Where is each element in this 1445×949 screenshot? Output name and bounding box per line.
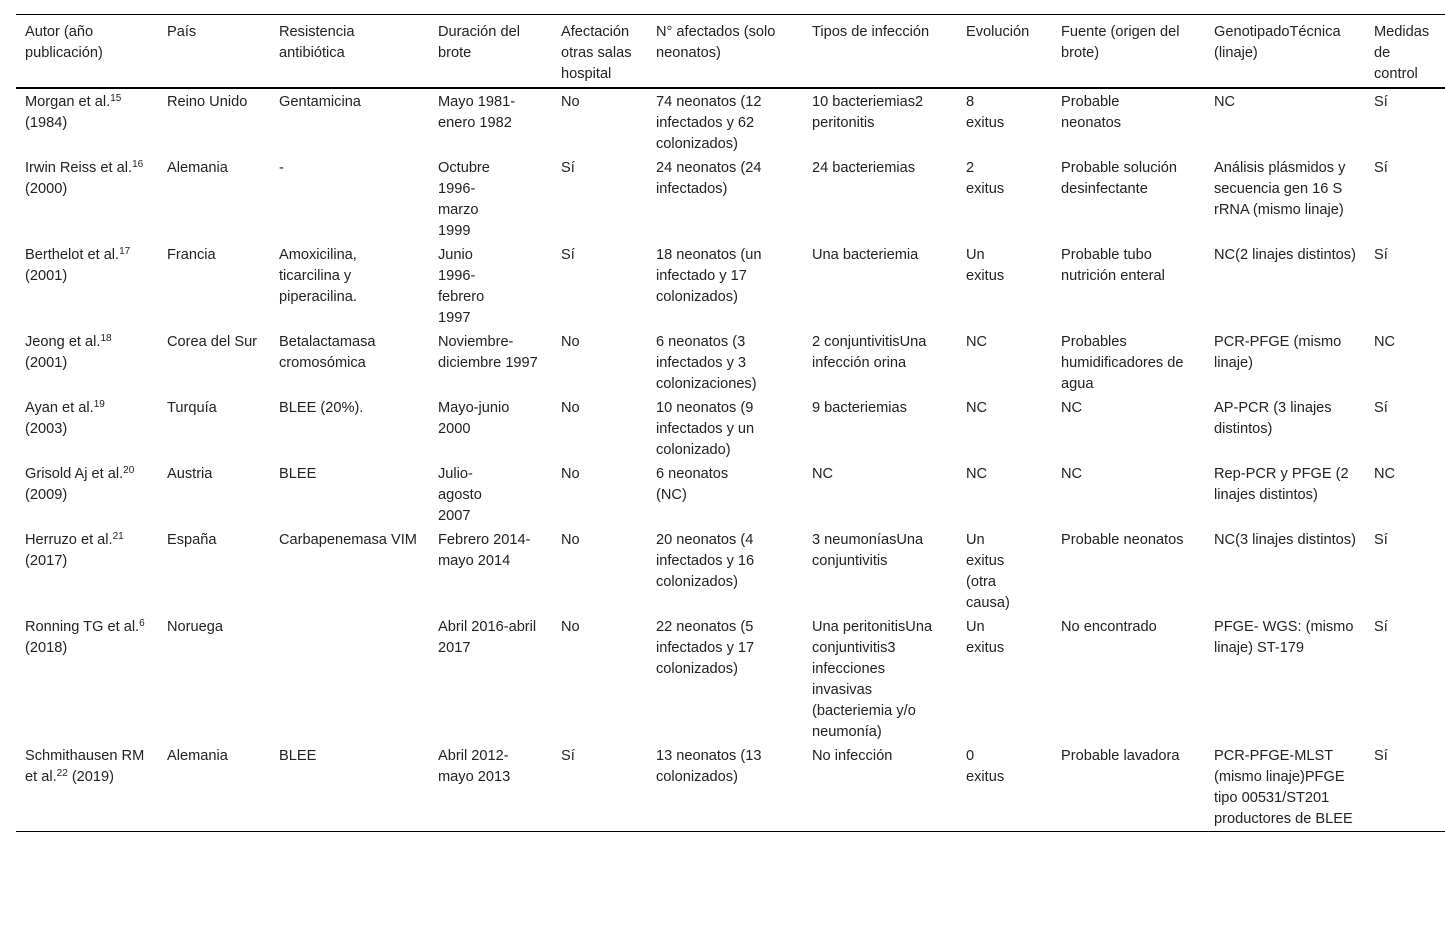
duration-cell: Abril 2012-mayo 2013 xyxy=(438,748,511,785)
table-row xyxy=(16,615,1445,744)
header-cell: País xyxy=(167,24,197,40)
genotyping-cell: NC(3 linajes distintos) xyxy=(1214,532,1356,548)
other-wards-cell: No xyxy=(561,532,580,548)
source-cell: NC xyxy=(1061,466,1083,482)
control-cell: Sí xyxy=(1374,400,1388,416)
table-row xyxy=(16,243,1445,330)
duration-cell: Abril 2016-abril 2017 xyxy=(438,619,537,656)
reference-number: 22 xyxy=(56,768,68,779)
table-row xyxy=(16,330,1445,396)
reference-number: 15 xyxy=(110,93,122,104)
control-cell: Sí xyxy=(1374,532,1388,548)
outcome-cell: Un exitus (otra causa) xyxy=(966,532,1010,611)
source-cell: Probable neonatos xyxy=(1061,94,1122,131)
outcome-cell: NC xyxy=(966,466,988,482)
duration-cell: Julio-agosto 2007 xyxy=(438,466,482,524)
affected-cell: 10 neonatos (9 infectados y un colonizado) xyxy=(656,400,755,458)
author-cell: Schmithausen RM et al.$^{22}$ (2019) xyxy=(25,748,145,785)
genotyping-cell: NC(2 linajes distintos) xyxy=(1214,247,1356,263)
source-cell: Probable solución desinfectante xyxy=(1061,160,1178,197)
table-body xyxy=(16,88,1445,832)
duration-cell: Noviembre-diciembre 1997 xyxy=(438,334,538,371)
genotyping-cell: AP-PCR (3 linajes distintos) xyxy=(1214,400,1332,437)
header-cell: Resistencia antibiótica xyxy=(279,24,355,61)
control-cell: Sí xyxy=(1374,247,1388,263)
infection-cell: 24 bacteriemias xyxy=(812,160,916,176)
country-cell: Reino Unido xyxy=(167,94,248,110)
control-cell: Sí xyxy=(1374,619,1388,635)
other-wards-cell: Sí xyxy=(561,247,575,263)
outbreak-table xyxy=(16,14,1445,832)
author-cell: Herruzo et al.$^{21}$ (2017) xyxy=(25,531,124,569)
author-cell: Irwin Reiss et al.$^{16}$ (2000) xyxy=(25,159,144,197)
outcome-cell: NC xyxy=(966,400,988,416)
country-cell: Alemania xyxy=(167,748,228,764)
outcome-cell: 0 exitus xyxy=(966,748,1005,785)
affected-cell: 24 neonatos (24 infectados) xyxy=(656,160,762,197)
affected-cell: 18 neonatos (un infectado y 17 colonizados) xyxy=(656,247,762,305)
table-row xyxy=(16,88,1445,156)
country-cell: Francia xyxy=(167,247,216,263)
affected-cell: 74 neonatos (12 infectados y 62 colonizados) xyxy=(656,94,762,152)
header-cell: GenotipadoTécnica (linaje) xyxy=(1214,24,1341,61)
reference-number: 18 xyxy=(100,333,112,344)
resistance-cell: Betalactamasa cromosómica xyxy=(279,334,376,371)
duration-cell: Mayo 1981-enero 1982 xyxy=(438,94,516,131)
header-cell: Evolución xyxy=(966,24,1030,40)
affected-cell: 6 neonatos (NC) xyxy=(656,466,729,503)
affected-cell: 13 neonatos (13 colonizados) xyxy=(656,748,762,785)
control-cell: Sí xyxy=(1374,748,1388,764)
infection-cell: 3 neumoníasUna conjuntivitis xyxy=(812,532,924,569)
duration-cell: Junio 1996-febrero 1997 xyxy=(438,247,485,326)
author-cell: Morgan et al.$^{15}$ (1984) xyxy=(25,93,122,131)
reference-number: 19 xyxy=(93,399,105,410)
resistance-cell xyxy=(270,615,429,744)
affected-cell: 20 neonatos (4 infectados y 16 colonizados) xyxy=(656,532,755,590)
duration-cell: Mayo-junio 2000 xyxy=(438,400,510,437)
resistance-cell: Gentamicina xyxy=(279,94,361,110)
header-cell: Autor (año publicación) xyxy=(25,24,103,61)
header-cell: Medidas de control xyxy=(1374,24,1430,82)
source-cell: No encontrado xyxy=(1061,619,1157,635)
infection-cell: No infección xyxy=(812,748,893,764)
table-header xyxy=(16,15,1445,89)
author-cell: Grisold Aj et al.$^{20}$ (2009) xyxy=(25,465,135,503)
infection-cell: Una peritonitisUna conjuntivitis3 infecciones invasivas (bacteriemia y/o neumonía) xyxy=(812,619,933,740)
author-cell: Jeong et al.$^{18}$ (2001) xyxy=(25,333,112,371)
other-wards-cell: No xyxy=(561,466,580,482)
genotyping-cell: Análisis plásmidos y secuencia gen 16 S rRNA (mismo linaje) xyxy=(1214,160,1346,218)
country-cell: Corea del Sur xyxy=(167,334,258,350)
table-row xyxy=(16,528,1445,615)
reference-number: 17 xyxy=(119,246,131,257)
genotyping-cell: NC xyxy=(1214,94,1236,110)
reference-number: 21 xyxy=(112,531,124,542)
resistance-cell: - xyxy=(279,160,284,176)
header-cell: N° afectados (solo neonatos) xyxy=(656,24,776,61)
other-wards-cell: Sí xyxy=(561,160,575,176)
affected-cell: 6 neonatos (3 infectados y 3 colonizaciones) xyxy=(656,334,757,392)
reference-number: 20 xyxy=(123,465,135,476)
duration-cell: Octubre 1996-marzo 1999 xyxy=(438,160,490,239)
control-cell: NC xyxy=(1374,334,1396,350)
other-wards-cell: No xyxy=(561,94,580,110)
outcome-cell: NC xyxy=(966,334,988,350)
genotyping-cell: PCR-PFGE (mismo linaje) xyxy=(1214,334,1342,371)
header-cell: Fuente (origen del brote) xyxy=(1061,24,1180,61)
table-row xyxy=(16,156,1445,243)
outcome-cell: 8 exitus xyxy=(966,94,1005,131)
country-cell: Turquía xyxy=(167,400,217,416)
header-cell: Afectación otras salas hospital xyxy=(561,24,632,82)
resistance-cell: BLEE xyxy=(279,748,317,764)
genotyping-cell: PCR-PFGE-MLST (mismo linaje)PFGE tipo 00531/ST201 productores de BLEE xyxy=(1214,748,1353,827)
outcome-cell: Un exitus xyxy=(966,619,1005,656)
other-wards-cell: No xyxy=(561,400,580,416)
author-cell: Berthelot et al.$^{17}$ (2001) xyxy=(25,246,131,284)
country-cell: Noruega xyxy=(167,619,223,635)
table-row xyxy=(16,744,1445,832)
duration-cell: Febrero 2014-mayo 2014 xyxy=(438,532,531,569)
infection-cell: Una bacteriemia xyxy=(812,247,919,263)
other-wards-cell: No xyxy=(561,619,580,635)
resistance-cell: Amoxicilina, ticarcilina y piperacilina. xyxy=(279,247,357,305)
header-cell: Duración del brote xyxy=(438,24,520,61)
source-cell: Probable tubo nutrición enteral xyxy=(1061,247,1165,284)
resistance-cell: BLEE xyxy=(279,466,317,482)
author-cell: Ronning TG et al.$^6$ (2018) xyxy=(25,618,145,656)
outcome-cell: Un exitus xyxy=(966,247,1005,284)
resistance-cell: Carbapenemasa VIM xyxy=(279,532,417,548)
other-wards-cell: No xyxy=(561,334,580,350)
country-cell: España xyxy=(167,532,217,548)
resistance-cell: BLEE (20%). xyxy=(279,400,364,416)
source-cell: Probables humidificadores de agua xyxy=(1061,334,1184,392)
country-cell: Alemania xyxy=(167,160,228,176)
infection-cell: 2 conjuntivitisUna infección orina xyxy=(812,334,927,371)
affected-cell: 22 neonatos (5 infectados y 17 colonizados) xyxy=(656,619,755,677)
table-row xyxy=(16,462,1445,528)
control-cell: Sí xyxy=(1374,94,1388,110)
outcome-cell: 2 exitus xyxy=(966,160,1005,197)
infection-cell: NC xyxy=(812,466,834,482)
infection-cell: 9 bacteriemias xyxy=(812,400,907,416)
infection-cell: 10 bacteriemias2 peritonitis xyxy=(812,94,924,131)
control-cell: NC xyxy=(1374,466,1396,482)
country-cell: Austria xyxy=(167,466,213,482)
reference-number: 16 xyxy=(132,159,144,170)
control-cell: Sí xyxy=(1374,160,1388,176)
other-wards-cell: Sí xyxy=(561,748,575,764)
source-cell: Probable neonatos xyxy=(1061,532,1184,548)
source-cell: Probable lavadora xyxy=(1061,748,1180,764)
genotyping-cell: PFGE- WGS: (mismo linaje) ST-179 xyxy=(1214,619,1354,656)
reference-number: 6 xyxy=(139,618,145,629)
table-row xyxy=(16,396,1445,462)
author-cell: Ayan et al.$^{19}$ (2003) xyxy=(25,399,105,437)
header-cell: Tipos de infección xyxy=(812,24,930,40)
source-cell: NC xyxy=(1061,400,1083,416)
genotyping-cell: Rep-PCR y PFGE (2 linajes distintos) xyxy=(1214,466,1349,503)
